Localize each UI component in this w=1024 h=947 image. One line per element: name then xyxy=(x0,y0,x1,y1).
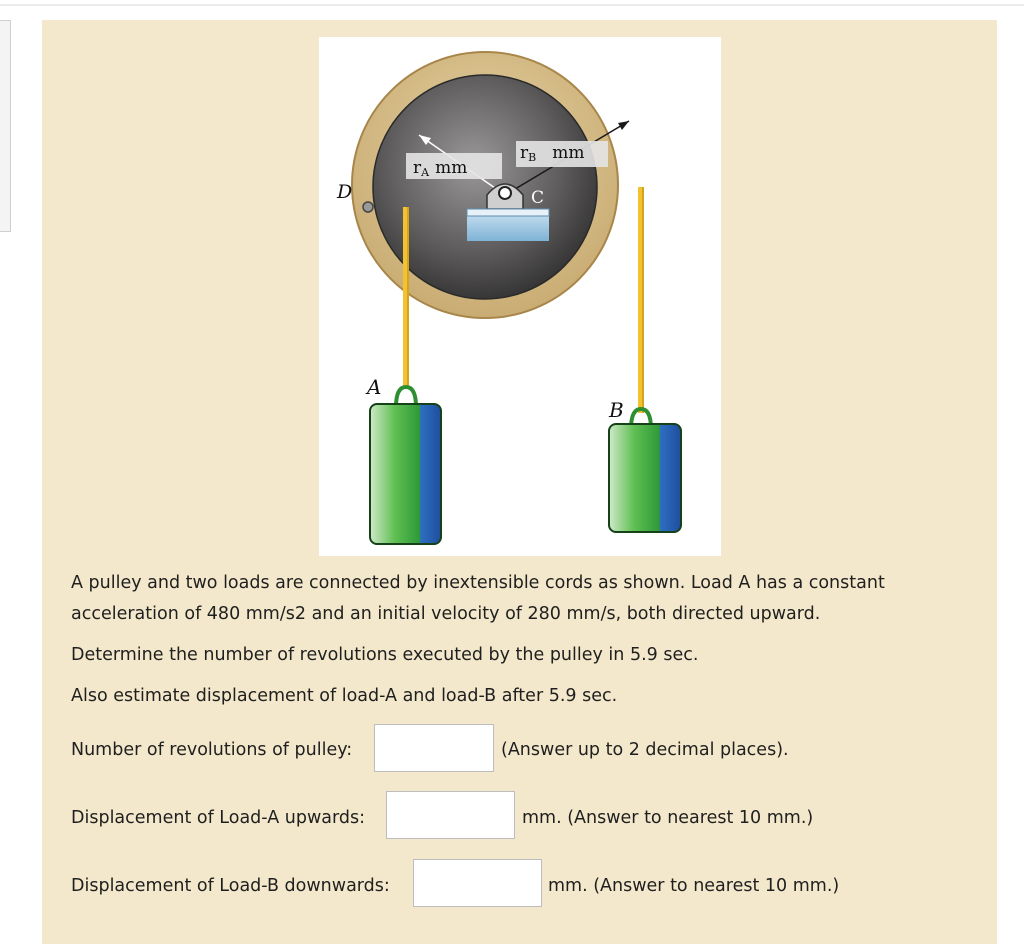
revolutions-input[interactable] xyxy=(374,724,494,772)
displacement-B-input[interactable] xyxy=(413,859,542,907)
label-C: C xyxy=(531,188,545,208)
load-A xyxy=(370,404,441,544)
displacement-B-label: Displacement of Load-B downwards: xyxy=(71,876,390,896)
support-top xyxy=(467,209,549,216)
point-D-marker xyxy=(363,202,373,212)
label-A: A xyxy=(367,375,382,399)
axle-pin xyxy=(499,187,511,199)
side-tab[interactable] xyxy=(0,20,11,232)
question-text-1: A pulley and two loads are connected by inextensible cords as shown. Load A has a constant xyxy=(71,573,885,593)
displacement-A-hint: mm. (Answer to nearest 10 mm.) xyxy=(522,808,814,828)
label-rA: rA mm xyxy=(413,158,468,179)
displacement-A-input[interactable] xyxy=(386,791,515,839)
revolutions-label: Number of revolutions of pulley: xyxy=(71,740,353,760)
displacement-B-hint: mm. (Answer to nearest 10 mm.) xyxy=(548,876,840,896)
label-B: B xyxy=(609,398,624,422)
question-panel xyxy=(42,20,997,944)
radius-B-arrowhead xyxy=(618,121,629,130)
load-B xyxy=(609,424,681,532)
label-D: D xyxy=(337,181,353,203)
question-text-3: Determine the number of revolutions executed by the pulley in 5.9 sec. xyxy=(71,645,699,665)
question-text-4: Also estimate displacement of load-A and load-B after 5.9 sec. xyxy=(71,686,618,706)
question-text-2: acceleration of 480 mm/s2 and an initial velocity of 280 mm/s, both directed upward. xyxy=(71,604,821,624)
top-divider xyxy=(0,4,1024,6)
pulley-diagram xyxy=(319,37,721,556)
displacement-A-label: Displacement of Load-A upwards: xyxy=(71,808,365,828)
revolutions-hint: (Answer up to 2 decimal places). xyxy=(501,740,789,760)
label-rB: rB mm xyxy=(520,143,585,164)
pulley-figure xyxy=(319,37,721,556)
